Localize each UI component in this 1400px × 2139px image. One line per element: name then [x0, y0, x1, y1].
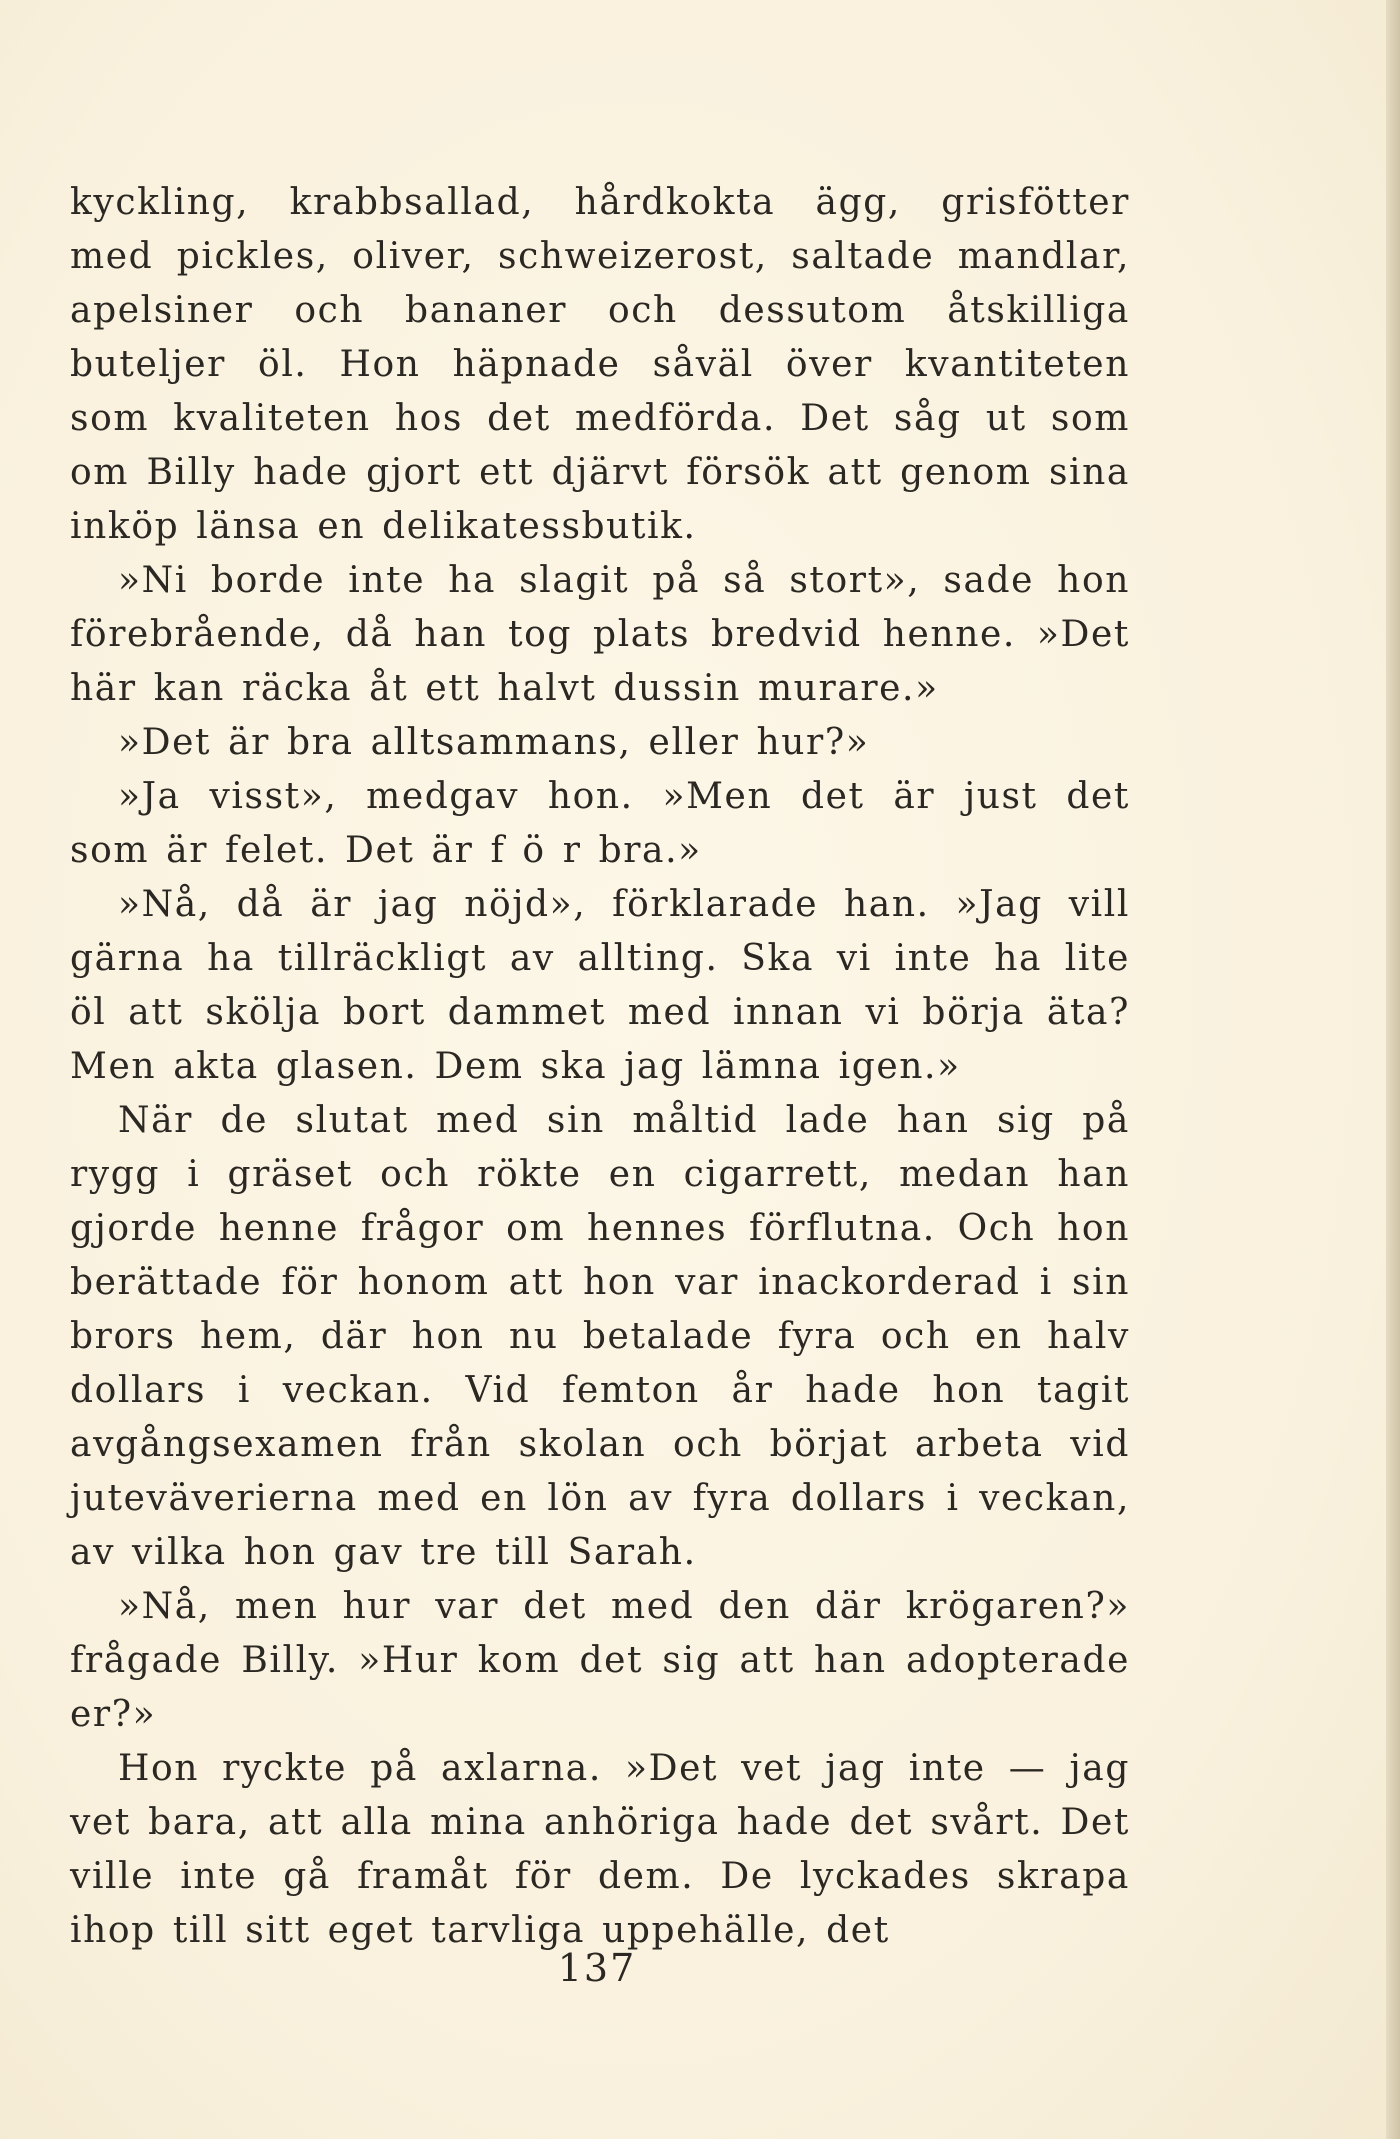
- paragraph: kyckling, krabbsallad, hårdkokta ägg, grisfötter med pickles, oliver, schweizerost, saltade mandlar, apelsiner och bananer och dessutom åtskilliga buteljer öl. Hon häpnade såväl över kvantiteten som kvaliteten hos det medförda. Det såg ut som om Billy hade gjort ett djärvt försök att genom sina inköp länsa en delikatessbutik.: [70, 182, 1130, 547]
- body-text: [70, 176, 1130, 1958]
- page-edge: [1386, 0, 1400, 2139]
- paragraph: »Nå, men hur var det med den där krögaren?» frågade Billy. »Hur kom det sig att han adopterade er?»: [70, 1586, 1130, 1735]
- paragraph: Hon ryckte på axlarna. »Det vet jag inte — jag vet bara, att alla mina anhöriga hade det svårt. Det ville inte gå framåt för dem. De lyckades skrapa ihop till sitt eget tarvliga uppehälle, det: [70, 1748, 1130, 1951]
- paragraph: »Ja visst», medgav hon. »Men det är just det som är felet. Det är f ö r bra.»: [70, 776, 1130, 871]
- paragraph: »Nå, då är jag nöjd», förklarade han. »Jag vill gärna ha tillräckligt av allting. Ska vi inte ha lite öl att skölja bort dammet med innan vi börja äta? Men akta glasen. Dem ska jag lämna igen.»: [70, 884, 1130, 1087]
- page-number: 137: [557, 1946, 637, 1990]
- paragraph: »Det är bra alltsammans, eller hur?»: [118, 722, 870, 763]
- paragraph: När de slutat med sin måltid lade han sig på rygg i gräset och rökte en cigarrett, medan han gjorde henne frågor om hennes förflutna. Och hon berättade för honom att hon var inackorderad i sin brors hem, där hon nu betalade fyra och en halv dollars i veckan. Vid femton år hade hon tagit avgångsexamen från skolan och börjat arbeta vid juteväverierna med en lön av fyra dollars i veckan, av vilka hon gav tre till Sarah.: [70, 1100, 1130, 1573]
- paragraph: »Ni borde inte ha slagit på så stort», sade hon förebrående, då han tog plats bredvid henne. »Det här kan räcka åt ett halvt dussin murare.»: [70, 560, 1130, 709]
